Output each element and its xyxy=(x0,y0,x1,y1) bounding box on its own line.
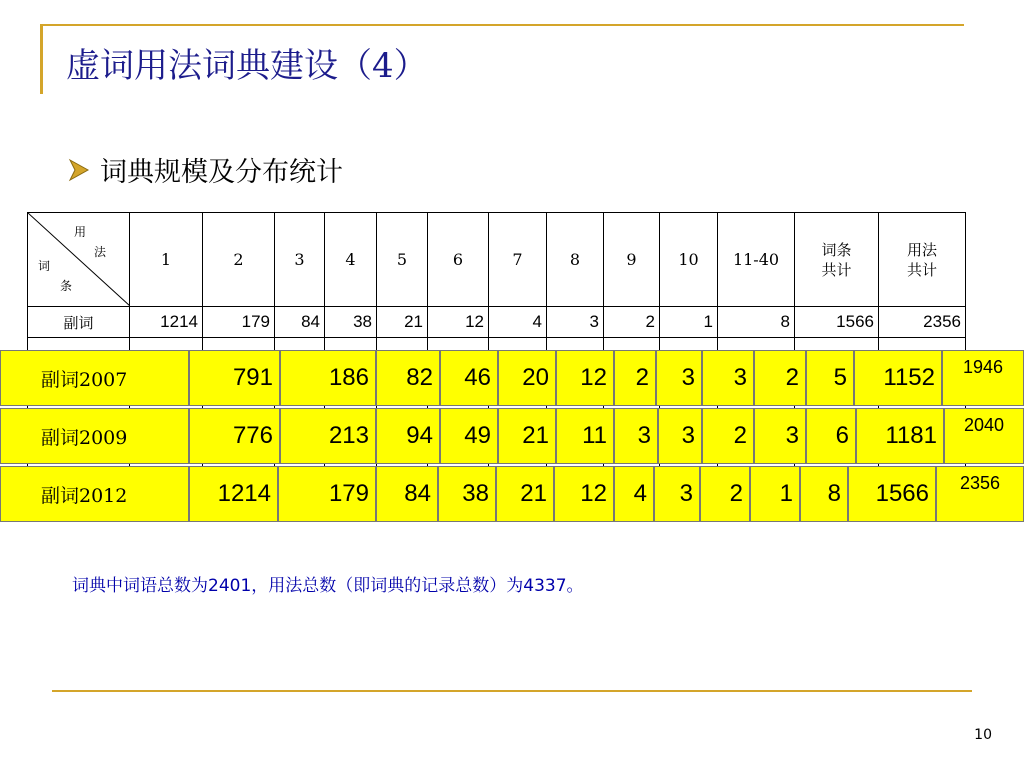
overlay-cell: 3 xyxy=(614,408,658,464)
table-cell: 1214 xyxy=(130,307,203,338)
table-cell: 1566 xyxy=(795,307,879,338)
overlay-cell: 2 xyxy=(702,408,754,464)
overlay-cell: 2 xyxy=(754,350,806,406)
diag-top-word-2: 法 xyxy=(94,245,107,259)
overlay-cell: 3 xyxy=(658,408,702,464)
overlay-cell: 776 xyxy=(189,408,280,464)
table-cell: 1 xyxy=(660,307,718,338)
overlay-cell: 4 xyxy=(614,466,654,522)
total-usages-line-1: 用法 xyxy=(906,240,937,259)
overlay-cell: 3 xyxy=(654,466,700,522)
overlay-cell: 46 xyxy=(440,350,498,406)
overlay-cell: 20 xyxy=(498,350,556,406)
column-header: 5 xyxy=(377,213,428,307)
table-cell: 12 xyxy=(428,307,489,338)
overlay-row-label: 副词2009 xyxy=(0,408,189,464)
arrow-bullet-icon xyxy=(66,158,90,182)
overlay-cell: 1152 xyxy=(854,350,942,406)
column-header: 11-40 xyxy=(718,213,795,307)
overlay-cell: 186 xyxy=(280,350,376,406)
diag-bottom-word-2: 条 xyxy=(60,279,73,293)
overlay-cell: 1 xyxy=(750,466,800,522)
overlay-cell: 38 xyxy=(438,466,496,522)
table-cell: 38 xyxy=(325,307,377,338)
page-number: 10 xyxy=(974,727,992,743)
bullet-item xyxy=(66,150,343,189)
table-cell: 84 xyxy=(275,307,325,338)
total-entries-line-1: 词条 xyxy=(821,240,852,259)
column-header: 2 xyxy=(203,213,275,307)
bottom-accent-line xyxy=(52,690,972,692)
top-accent-line xyxy=(40,24,964,26)
column-header: 6 xyxy=(428,213,489,307)
overlay-cell: 1566 xyxy=(848,466,936,522)
overlay-cell: 49 xyxy=(440,408,498,464)
total-usages-line-2: 共计 xyxy=(906,260,937,279)
overlay-cell: 791 xyxy=(189,350,280,406)
overlay-cell: 11 xyxy=(556,408,614,464)
overlay-cell: 1181 xyxy=(856,408,944,464)
overlay-cell: 179 xyxy=(278,466,376,522)
column-header-total-entries xyxy=(795,213,879,307)
overlay-cell: 94 xyxy=(376,408,440,464)
table-cell: 21 xyxy=(377,307,428,338)
table-cell: 3 xyxy=(547,307,604,338)
left-accent-line xyxy=(40,24,43,94)
overlay-cell: 21 xyxy=(498,408,556,464)
diag-top-word-1: 用 xyxy=(74,225,87,239)
row-label: 副词 xyxy=(28,307,130,338)
column-header: 10 xyxy=(660,213,718,307)
overlay-cell: 3 xyxy=(702,350,754,406)
overlay-cell: 1214 xyxy=(189,466,278,522)
slide-title: 虚词用法词典建设（4） xyxy=(66,46,428,86)
total-entries-line-2: 共计 xyxy=(821,260,852,279)
overlay-cell: 3 xyxy=(754,408,806,464)
diagonal-header-cell xyxy=(28,213,130,307)
table-cell: 2 xyxy=(604,307,660,338)
column-header: 3 xyxy=(275,213,325,307)
table-cell: 179 xyxy=(203,307,275,338)
overlay-cell: 2 xyxy=(614,350,656,406)
bullet-text: 词典规模及分布统计 xyxy=(100,157,343,188)
column-header: 7 xyxy=(489,213,547,307)
overlay-cell: 6 xyxy=(806,408,856,464)
table-cell: 2356 xyxy=(879,307,966,338)
column-header-total-usages xyxy=(879,213,966,307)
overlay-cell: 2040 xyxy=(944,408,1024,464)
overlay-cell: 84 xyxy=(376,466,438,522)
column-header: 8 xyxy=(547,213,604,307)
overlay-cell: 2 xyxy=(700,466,750,522)
overlay-cell: 12 xyxy=(556,350,614,406)
column-header: 9 xyxy=(604,213,660,307)
overlay-cell: 3 xyxy=(656,350,702,406)
table-row xyxy=(28,307,966,338)
summary-note: 词典中词语总数为2401，用法总数（即词典的记录总数）为4337。 xyxy=(72,576,584,596)
table-cell: 4 xyxy=(489,307,547,338)
overlay-cell: 1946 xyxy=(942,350,1024,406)
overlay-cell: 21 xyxy=(496,466,554,522)
table-cell: 8 xyxy=(718,307,795,338)
overlay-cell: 8 xyxy=(800,466,848,522)
diag-bottom-word-1: 词 xyxy=(38,259,51,273)
column-header: 1 xyxy=(130,213,203,307)
overlay-cell: 5 xyxy=(806,350,854,406)
overlay-cell: 12 xyxy=(554,466,614,522)
overlay-cell: 82 xyxy=(376,350,440,406)
overlay-row-label: 副词2007 xyxy=(0,350,189,406)
column-header: 4 xyxy=(325,213,377,307)
table-header-row xyxy=(28,213,966,307)
overlay-row-label: 副词2012 xyxy=(0,466,189,522)
overlay-cell: 213 xyxy=(280,408,376,464)
overlay-cell: 2356 xyxy=(936,466,1024,522)
